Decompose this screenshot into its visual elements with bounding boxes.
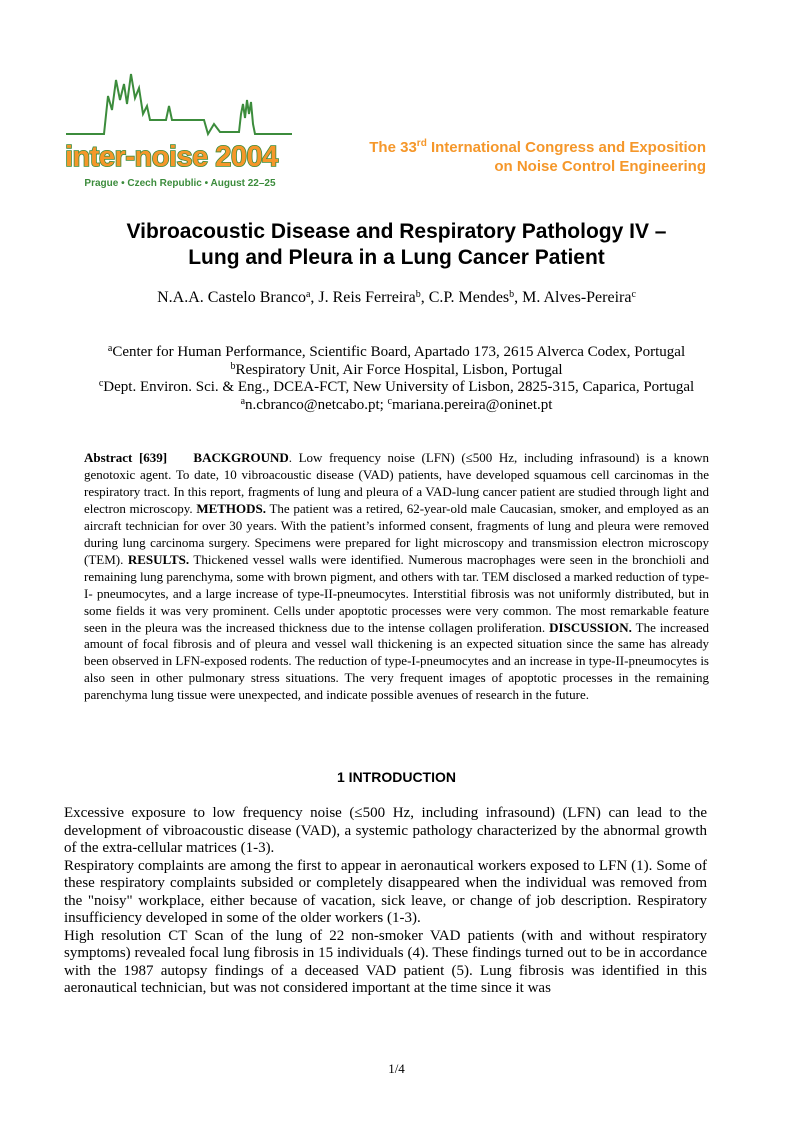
affiliations — [40, 344, 753, 415]
section-heading-introduction: 1 INTRODUCTION — [337, 769, 456, 785]
abstract-background-heading: BACKGROUND — [193, 450, 289, 465]
introduction-body — [64, 805, 707, 998]
author-list: N.A.A. Castelo Branco$^a$, J. Reis Ferreira$^b$, C.P. Mendes$^b$, M. Alves-Pereira$^c$ — [157, 289, 636, 306]
congress-line-2: on Noise Control Engineering — [494, 158, 706, 175]
abstract-label: Abstract [639] — [84, 450, 168, 465]
abstract-methods-heading: METHODS. — [196, 500, 267, 516]
title-line-2: Lung and Pleura in a Lung Cancer Patient — [188, 246, 605, 269]
abstract-discussion-heading: DISCUSSION. — [549, 619, 632, 635]
abstract-results-heading: RESULTS. — [127, 551, 190, 567]
paper-title — [40, 219, 753, 271]
title-line-1: Vibroacoustic Disease and Respiratory Pathology IV – — [126, 220, 667, 243]
congress-line-1: The 33rd International Congress and Exposition — [369, 138, 706, 156]
page-number: 1/4 — [388, 1061, 405, 1076]
logo-subtitle: Prague • Czech Republic • August 22–25 — [84, 178, 276, 189]
congress-header — [369, 138, 706, 176]
logo-wordmark: inter-noise 2004 — [65, 141, 278, 173]
affiliation-a: $^a$Center for Human Performance, Scientific Board, Apartado 173, 2615 Alverca Codex, Portugal — [107, 343, 686, 360]
inter-noise-logo — [64, 70, 296, 192]
abstract: Abstract [639] BACKGROUND. Low frequency noise (LFN) (≤500 Hz, including infrasound) is a known genotoxic agent. To date, 10 vibroacoustic disease (VAD) patients, have developed squamous cell carcinomas in the respiratory tract. In this report, fragments of lung and pleura of a VAD-lung cancer patient are studied through light and electron microscopy. METHODS. The patient was a retired, 62-year-old male Caucasian, smoker, and employed as an aircraft technician for over 30 years. With the patient’s informed consent, fragments of lung and pleura were removed during lung carcinoma surgery. Specimens were prepared for light microscopy and transmission electron microscopy (TEM). RESULTS. Thickened vessel walls were identified. Numerous macrophages were seen in the bronchioli and remaining lung parenchyma, some with brown pigment, and others with tar. TEM disclosed a marked reduction of type-I- pneumocytes, and a large increase of type-II-pneumocytes. Interstitial fibrosis was not uniformly distributed, but in some fields it was very prominent. Cells under apoptotic processes were very common. The most remarkable feature seen in the pleura was the increased thickness due to the intense collagen proliferation. DISCUSSION. The increased amount of focal fibrosis and of pleura and vessel wall thickening is an expected situation since the same has already been observed in LFN-exposed rodents. The reduction of type-I-pneumocytes and an increase in type-II-pneumocytes is also seen in other pulmonary stress situations. The very frequent images of apoptotic processes in the remaining parenchyma lung tissue were unexpected, and indicate possible avenues of research in the future. — [84, 450, 709, 703]
contact-emails: $^a$n.cbranco@netcabo.pt; $^c$mariana.pereira@oninet.pt — [240, 396, 553, 414]
intro-paragraph-1: Excessive exposure to low frequency noise (≤500 Hz, including infrasound) (LFN) can lead to the development of vibroacoustic disease (VAD), a systemic pathology characterized by the abnormal growth of the extra-cellular matrices (1-3). — [64, 805, 707, 856]
affiliation-c: $^c$Dept. Environ. Sci. & Eng., DCEA-FCT, New University of Lisbon, 2825-315, Caparica, Portugal — [98, 378, 695, 396]
affiliation-b: $^b$Respiratory Unit, Air Force Hospital, Lisbon, Portugal — [230, 360, 563, 378]
intro-paragraph-2: Respiratory complaints are among the first to appear in aeronautical workers exposed to LFN (1). Some of these respiratory complaints subsided or completely disappeared when the individual was removed from the "noisy" workplace, either because of vacation, sick leave, or change of job description. Respiratory insufficiency developed in some of the older workers (1-3). — [64, 857, 707, 926]
intro-paragraph-3: High resolution CT Scan of the lung of 22 non-smoker VAD patients (with and without respiratory symptoms) revealed focal lung fibrosis in 15 individuals (4). These findings turned out to be in accordance with the 1987 autopsy findings of a deceased VAD patient (5). Lung fibrosis was identified in this aeronautical technician, but was not considered important at the time since it was — [64, 927, 707, 996]
noise-waveform-logo-graphic — [64, 70, 296, 192]
